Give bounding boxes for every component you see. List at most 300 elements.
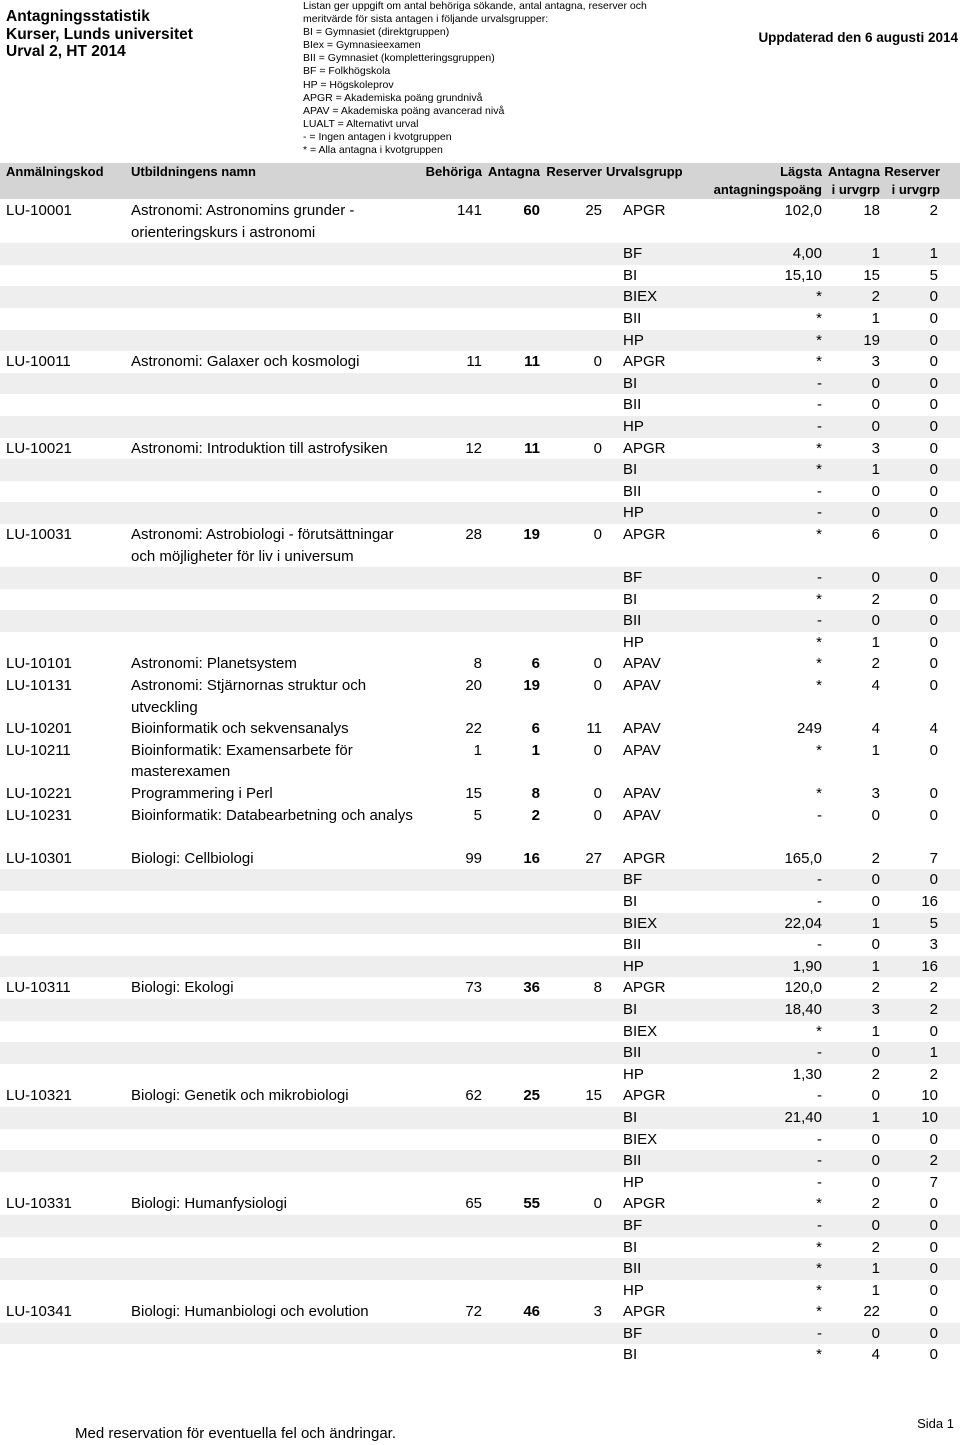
legend-line: - = Ingen antagen i kvotgruppen (303, 130, 452, 143)
cell-course-name: Bioinformatik och sekvensanalys (131, 720, 349, 738)
cell-group: APAV (623, 720, 661, 738)
cell-reserves-in-group: 0 (929, 633, 938, 651)
cell-admitted: 46 (523, 1303, 540, 1321)
table-row (0, 1280, 960, 1302)
cell-admitted: 36 (523, 979, 540, 997)
cell-reserves-in-group: 5 (929, 914, 938, 932)
cell-admitted-in-group: 22 (863, 1303, 880, 1321)
cell-admitted-in-group: 19 (863, 331, 880, 349)
cell-reserves-in-group: 0 (929, 353, 938, 371)
cell-min-score: * (816, 655, 822, 673)
cell-admitted-in-group: 2 (871, 590, 880, 608)
cell-course-name: Biologi: Ekologi (131, 979, 234, 997)
table-row (0, 200, 960, 243)
cell-admitted-in-group: 0 (871, 806, 880, 824)
table-row (0, 869, 960, 891)
cell-reserves: 3 (593, 1303, 602, 1321)
cell-min-score: 21,40 (784, 1108, 822, 1126)
cell-min-score: - (817, 1324, 822, 1342)
cell-code: LU-10321 (6, 1087, 72, 1105)
table-row (0, 589, 960, 611)
legend-line: HP = Högskoleprov (303, 78, 394, 91)
cell-course-name: Bioinformatik: Examensarbete för masterexamen (131, 741, 353, 781)
cell-group: BF (623, 245, 643, 263)
cell-group: HP (623, 331, 644, 349)
cell-min-score: - (817, 482, 822, 500)
cell-reserves-in-group: 16 (921, 893, 938, 910)
cell-group: BF (623, 569, 643, 587)
cell-admitted: 8 (531, 785, 540, 803)
table-row (0, 1301, 960, 1323)
cell-group: BII (623, 1152, 642, 1170)
col-group-header: Urvalsgrupp (606, 164, 683, 179)
col-code-header: Anmälningskod (6, 164, 104, 179)
table-row (0, 740, 960, 783)
cell-group: HP (623, 504, 644, 522)
cell-min-score: 15,10 (784, 266, 822, 284)
cell-min-score: 22,04 (784, 914, 822, 932)
table-row (0, 675, 960, 718)
cell-admitted-in-group: 0 (871, 871, 880, 889)
cell-reserves-in-group: 0 (929, 482, 938, 500)
table-row (0, 243, 960, 265)
cell-min-score: * (816, 331, 822, 349)
cell-group: BII (623, 396, 642, 414)
legend-line: Listan ger uppgift om antal behöriga sökande, antal antagna, reserver och (303, 0, 647, 12)
cell-reserves-in-group: 4 (929, 720, 938, 738)
cell-admitted: 6 (531, 720, 540, 738)
cell-reserves-in-group: 3 (929, 936, 938, 954)
table-row (0, 653, 960, 675)
cell-group: APAV (623, 655, 661, 673)
cell-admitted-in-group: 4 (871, 1346, 880, 1364)
cell-admitted-in-group: 6 (871, 525, 880, 543)
cell-min-score: 102,0 (784, 202, 822, 219)
cell-group: HP (623, 1173, 644, 1191)
cell-admitted-in-group: 4 (871, 677, 880, 695)
cell-group: BF (623, 1216, 643, 1234)
cell-admitted-in-group: 1 (871, 633, 880, 651)
cell-group: APGR (623, 1303, 666, 1321)
cell-admitted-in-group: 15 (863, 266, 880, 284)
table-row (0, 481, 960, 503)
table-row (0, 1042, 960, 1064)
cell-reserves-in-group: 0 (929, 1195, 938, 1213)
cell-admitted-in-group: 0 (871, 612, 880, 630)
cell-reserves-in-group: 2 (929, 1000, 938, 1018)
cell-group: APGR (623, 1195, 666, 1213)
cell-admitted-in-group: 1 (871, 957, 880, 975)
cell-eligible: 15 (465, 785, 482, 803)
cell-admitted-in-group: 1 (871, 1108, 880, 1126)
cell-group: APGR (623, 525, 666, 543)
col-adm-grp-header: Antagna (828, 164, 880, 179)
cell-eligible: 20 (465, 677, 482, 695)
cell-admitted: 1 (531, 741, 540, 759)
cell-group: APGR (623, 202, 666, 219)
cell-group: BIEX (623, 914, 658, 932)
col-adm-grp-header-line2: i urvgrp (831, 182, 880, 197)
cell-admitted: 60 (523, 202, 540, 219)
cell-admitted-in-group: 1 (871, 1022, 880, 1040)
cell-reserves-in-group: 0 (929, 331, 938, 349)
table-row (0, 1215, 960, 1237)
cell-min-score: * (816, 1238, 822, 1256)
cell-min-score: * (816, 1195, 822, 1213)
cell-reserves-in-group: 0 (929, 525, 938, 543)
cell-min-score: * (816, 741, 822, 759)
cell-group: BIEX (623, 1130, 658, 1148)
cell-eligible: 8 (473, 655, 482, 673)
table-row (0, 956, 960, 978)
cell-reserves-in-group: 5 (929, 266, 938, 284)
cell-reserves-in-group: 0 (929, 569, 938, 587)
cell-code: LU-10131 (6, 677, 72, 695)
table-row (0, 1323, 960, 1345)
cell-course-name: Astronomi: Galaxer och kosmologi (131, 353, 360, 371)
col-name-header: Utbildningens namn (131, 164, 256, 179)
cell-min-score: - (817, 569, 822, 587)
cell-course-name: Astronomi: Planetsystem (131, 655, 297, 673)
cell-reserves: 11 (586, 720, 602, 738)
cell-eligible: 11 (466, 353, 482, 371)
cell-reserves-in-group: 0 (929, 806, 938, 824)
cell-group: BII (623, 309, 642, 327)
table-row (0, 1237, 960, 1259)
cell-min-score: - (817, 893, 822, 910)
cell-reserves-in-group: 2 (929, 1152, 938, 1170)
cell-eligible: 141 (456, 202, 482, 219)
table-row (0, 1107, 960, 1129)
table-row (0, 1085, 960, 1107)
table-row (0, 848, 960, 870)
cell-group: HP (623, 1281, 644, 1299)
cell-eligible: 12 (465, 439, 482, 457)
cell-admitted-in-group: 2 (871, 1195, 880, 1213)
cell-admitted: 19 (523, 677, 540, 695)
cell-group: APGR (623, 439, 666, 457)
cell-code: LU-10021 (6, 439, 72, 457)
cell-reserves: 0 (593, 439, 602, 457)
table-row (0, 934, 960, 956)
cell-min-score: * (816, 288, 822, 306)
cell-reserves-in-group: 0 (929, 396, 938, 414)
cell-reserves-in-group: 0 (929, 1022, 938, 1040)
cell-group: BI (623, 1108, 638, 1126)
cell-admitted: 25 (523, 1087, 540, 1105)
cell-course-name: Biologi: Cellbiologi (131, 849, 254, 867)
cell-admitted-in-group: 0 (871, 569, 880, 587)
cell-admitted-in-group: 1 (871, 1281, 880, 1299)
cell-eligible: 5 (473, 806, 482, 824)
legend (303, 0, 647, 157)
cell-reserves-in-group: 0 (929, 417, 938, 435)
cell-group: BII (623, 612, 642, 630)
cell-group: BI (623, 374, 638, 392)
cell-admitted: 55 (523, 1195, 540, 1213)
cell-group: BIEX (623, 1022, 658, 1040)
cell-min-score: * (816, 525, 822, 543)
cell-admitted-in-group: 0 (871, 1044, 880, 1062)
cell-min-score: * (816, 439, 822, 457)
cell-admitted-in-group: 1 (871, 461, 880, 479)
cell-course-name: Biologi: Genetik och mikrobiologi (131, 1087, 349, 1105)
cell-admitted-in-group: 0 (871, 374, 880, 392)
cell-admitted-in-group: 3 (871, 353, 880, 371)
table-row (0, 416, 960, 438)
cell-reserves: 8 (593, 979, 602, 997)
cell-min-score: - (817, 374, 822, 392)
cell-group: BII (623, 1044, 642, 1062)
cell-group: HP (623, 957, 644, 975)
cell-course-name: Astronomi: Stjärnornas struktur och utveckling (131, 677, 367, 716)
cell-admitted-in-group: 0 (871, 936, 880, 954)
cell-group: BF (623, 1324, 643, 1342)
cell-admitted-in-group: 0 (871, 504, 880, 522)
page-number: Sida 1 (917, 1416, 954, 1431)
table-row (0, 1193, 960, 1215)
cell-reserves: 0 (593, 677, 602, 695)
table-row (0, 1172, 960, 1194)
cell-reserves-in-group: 0 (929, 871, 938, 889)
cell-reserves-in-group: 0 (929, 1260, 938, 1278)
cell-min-score: * (816, 677, 822, 695)
cell-reserves-in-group: 2 (929, 1065, 938, 1083)
cell-group: APGR (623, 979, 666, 997)
cell-admitted-in-group: 3 (871, 439, 880, 457)
table-row (0, 394, 960, 416)
cell-reserves-in-group: 0 (929, 1303, 938, 1321)
report-title (6, 8, 193, 61)
cell-reserves: 0 (593, 785, 602, 803)
title-line: Antagningsstatistik (6, 8, 150, 25)
cell-min-score: * (816, 1346, 822, 1364)
table-row (0, 1344, 960, 1366)
updated-date: Uppdaterad den 6 augusti 2014 (758, 30, 958, 45)
cell-reserves-in-group: 0 (929, 1130, 938, 1148)
cell-min-score: * (816, 633, 822, 651)
cell-min-score: - (817, 504, 822, 522)
cell-min-score: * (816, 1260, 822, 1278)
cell-admitted-in-group: 18 (863, 202, 880, 219)
cell-admitted: 2 (531, 806, 540, 824)
table-row (0, 1150, 960, 1172)
cell-group: BF (623, 871, 643, 889)
cell-reserves-in-group: 0 (929, 1238, 938, 1256)
cell-admitted-in-group: 0 (871, 396, 880, 414)
cell-admitted: 11 (524, 439, 540, 457)
cell-admitted-in-group: 1 (871, 1260, 880, 1278)
legend-line: APAV = Akademiska poäng avancerad nivå (303, 104, 505, 117)
cell-group: HP (623, 417, 644, 435)
cell-group: BII (623, 936, 642, 954)
legend-line: BII = Gymnasiet (kompletteringsgruppen) (303, 52, 495, 65)
table-row (0, 999, 960, 1021)
cell-code: LU-10031 (6, 525, 72, 543)
cell-reserves-in-group: 0 (929, 1324, 938, 1342)
cell-reserves-in-group: 0 (929, 612, 938, 630)
cell-course-name: Bioinformatik: Databearbetning och analys (131, 806, 413, 824)
cell-admitted-in-group: 4 (871, 720, 880, 738)
cell-min-score: * (816, 353, 822, 371)
cell-admitted-in-group: 1 (871, 914, 880, 932)
cell-min-score: 1,90 (792, 957, 822, 975)
cell-reserves-in-group: 7 (929, 849, 938, 867)
cell-reserves-in-group: 10 (921, 1087, 938, 1105)
cell-min-score: * (816, 461, 822, 479)
table-row (0, 502, 960, 524)
cell-reserves: 0 (593, 1195, 602, 1213)
cell-min-score: 4,00 (792, 245, 822, 263)
col-eligible-header: Behöriga (425, 164, 482, 179)
cell-min-score: - (817, 1173, 822, 1191)
table-row (0, 913, 960, 935)
cell-min-score: - (817, 1087, 822, 1105)
cell-admitted-in-group: 1 (871, 741, 880, 759)
table-row (0, 891, 960, 913)
cell-reserves-in-group: 0 (929, 1216, 938, 1234)
table-row (0, 977, 960, 999)
cell-admitted-in-group: 1 (871, 245, 880, 263)
admission-table (0, 200, 960, 1366)
table-row (0, 805, 960, 848)
table-header (0, 163, 960, 199)
cell-min-score: 1,30 (792, 1065, 822, 1083)
col-min-header: Lägsta (780, 164, 822, 179)
col-admitted-header: Antagna (488, 164, 540, 179)
legend-line: LUALT = Alternativt urval (303, 117, 419, 130)
cell-code: LU-10331 (6, 1195, 72, 1213)
table-row (0, 567, 960, 589)
table-row (0, 783, 960, 805)
cell-eligible: 99 (465, 849, 482, 867)
cell-admitted-in-group: 0 (871, 482, 880, 500)
cell-reserves: 25 (585, 202, 602, 219)
cell-reserves: 0 (593, 806, 602, 824)
cell-code: LU-10221 (6, 785, 72, 803)
cell-group: APAV (623, 785, 661, 803)
table-row (0, 1064, 960, 1086)
table-row (0, 265, 960, 287)
cell-eligible: 1 (473, 741, 482, 759)
cell-code: LU-10211 (6, 741, 71, 759)
cell-reserves-in-group: 0 (929, 677, 938, 695)
cell-reserves-in-group: 0 (929, 439, 938, 457)
legend-line: BIex = Gymnasieexamen (303, 39, 421, 52)
cell-admitted-in-group: 0 (871, 1324, 880, 1342)
cell-course-name: Biologi: Humanfysiologi (131, 1195, 287, 1213)
cell-group: BI (623, 1346, 638, 1364)
cell-group: APGR (623, 1087, 666, 1105)
cell-reserves-in-group: 0 (929, 288, 938, 306)
cell-course-name: Biologi: Humanbiologi och evolution (131, 1303, 369, 1321)
cell-reserves: 0 (593, 741, 602, 759)
cell-code: LU-10311 (6, 979, 71, 997)
cell-admitted-in-group: 2 (871, 288, 880, 306)
cell-eligible: 28 (465, 525, 482, 543)
cell-group: BIEX (623, 288, 658, 306)
cell-eligible: 62 (465, 1087, 482, 1105)
cell-code: LU-10301 (6, 849, 72, 867)
cell-reserves: 15 (585, 1087, 602, 1105)
cell-eligible: 72 (465, 1303, 482, 1321)
cell-code: LU-10101 (6, 655, 72, 673)
cell-group: BI (623, 266, 638, 284)
col-res-grp-header: Reserver (884, 164, 940, 179)
cell-admitted-in-group: 0 (871, 1087, 880, 1105)
cell-group: APGR (623, 849, 666, 867)
table-row (0, 308, 960, 330)
table-row (0, 1021, 960, 1043)
cell-admitted-in-group: 0 (871, 1130, 880, 1148)
cell-reserves-in-group: 1 (929, 245, 938, 263)
cell-admitted-in-group: 2 (871, 849, 880, 867)
cell-group: APAV (623, 741, 661, 759)
cell-min-score: - (817, 1044, 822, 1062)
legend-line: BF = Folkhögskola (303, 65, 391, 78)
table-row (0, 1258, 960, 1280)
cell-group: BI (623, 1000, 638, 1018)
cell-admitted: 19 (523, 525, 540, 543)
cell-course-name: Astronomi: Astrobiologi - förutsättningar och möjligheter för liv i universum (131, 525, 394, 565)
cell-admitted-in-group: 0 (871, 417, 880, 435)
cell-reserves-in-group: 0 (929, 655, 938, 673)
cell-admitted-in-group: 3 (871, 785, 880, 803)
cell-group: BI (623, 893, 638, 910)
cell-reserves-in-group: 0 (929, 785, 938, 803)
cell-reserves: 27 (585, 849, 602, 867)
cell-admitted: 6 (531, 655, 540, 673)
cell-min-score: * (816, 1281, 822, 1299)
cell-group: HP (623, 633, 644, 651)
cell-admitted-in-group: 0 (871, 1173, 880, 1191)
cell-reserves: 0 (593, 525, 602, 543)
cell-admitted-in-group: 3 (871, 1000, 880, 1018)
cell-min-score: - (817, 936, 822, 954)
cell-reserves-in-group: 0 (929, 1346, 938, 1364)
cell-min-score: * (816, 1303, 822, 1321)
col-reserves-header: Reserver (546, 164, 602, 179)
cell-reserves-in-group: 16 (921, 957, 938, 975)
cell-code: LU-10341 (6, 1303, 72, 1321)
table-row (0, 459, 960, 481)
table-row (0, 524, 960, 567)
cell-reserves-in-group: 0 (929, 374, 938, 392)
cell-reserves-in-group: 0 (929, 309, 938, 327)
cell-min-score: - (817, 1216, 822, 1234)
cell-admitted-in-group: 0 (871, 1216, 880, 1234)
cell-reserves-in-group: 0 (929, 461, 938, 479)
cell-group: BI (623, 1238, 638, 1256)
cell-min-score: * (816, 590, 822, 608)
cell-code: LU-10201 (6, 720, 72, 738)
cell-min-score: 120,0 (784, 979, 822, 997)
table-row (0, 373, 960, 395)
table-row (0, 351, 960, 373)
legend-line: * = Alla antagna i kvotgruppen (303, 144, 443, 157)
cell-group: BI (623, 461, 638, 479)
table-row (0, 438, 960, 460)
cell-reserves: 0 (593, 353, 602, 371)
cell-admitted-in-group: 0 (871, 1152, 880, 1170)
cell-eligible: 73 (465, 979, 482, 997)
cell-min-score: - (817, 871, 822, 889)
cell-min-score: 18,40 (784, 1000, 822, 1018)
cell-min-score: - (817, 806, 822, 824)
cell-group: BI (623, 590, 638, 608)
cell-min-score: * (816, 1022, 822, 1040)
cell-reserves-in-group: 1 (929, 1044, 938, 1062)
